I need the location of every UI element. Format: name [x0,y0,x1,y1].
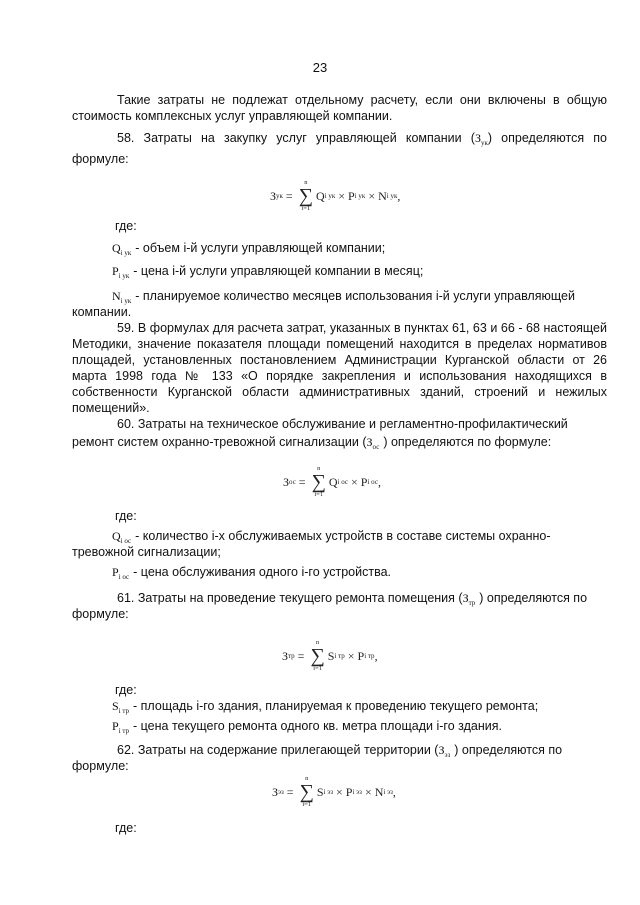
intro-paragraph: Такие затраты не подлежат отдельному расчету, если они включены в общую стоимость комплексных услуг управляющей компании. [72,93,607,123]
where-label-58: где: [115,219,137,233]
definition-q-os: $Q_{i ос}$ - количество i-х обслуживаемых устройств в составе системы охранно- [112,529,551,545]
sum-operator: n ∑ i=1 [311,465,326,498]
sum-operator: n ∑ i=1 [298,179,313,212]
symbol-z-uk: $З_{ук}$ [474,131,488,147]
where-label-62: где: [115,821,137,835]
item-62-line1: 62. Затраты на содержание прилегающей территории ($З_{эз}$ ) определяются по [117,743,563,759]
formula-62: З эз = n ∑ i=1 S i эз × P i эз × N i эз , [272,775,396,808]
definition-s-tr: $S_{i тр}$ - площадь i-го здания, планируемая к проведению текущего ремонта; [112,699,539,715]
item-62-line2: формуле: [72,759,129,773]
definition-p-uk: $P_{i ук}$ - цена i-й услуги управляющей компании в месяц; [112,264,424,280]
where-label-61: где: [115,683,137,697]
item-58-paragraph: 58. Затраты на закупку услуг управляющей компании $(З_{ук})$ определяются по формуле: [72,131,607,166]
where-label-60: где: [115,509,137,523]
page-number: 23 [312,60,328,75]
item-60-line1: 60. Затраты на техническое обслуживание и регламентно-профилактический [117,417,568,431]
item-61-line1: 61. Затраты на проведение текущего ремонта помещения ($З_{тр}$ ) определяются по [117,591,588,607]
item-60-line2: ремонт систем охранно-тревожной сигнализации ($З_{ос}$ ) определяются по формуле: [72,435,552,451]
definition-n-uk-tail: компании. [72,305,132,319]
item-59-paragraph: 59. В формулах для расчета затрат, указанных в пунктах 61, 63 и 66 - 68 настоящей Методики, значение показателя площади помещений находится в пределах нормативов площадей, установленных постановлением Администрации Курганской области от 26 марта 1998 года № 133 «О порядке закрепления и использования находящихся в собственности Курганской области административных зданий, строений и нежилых помещений». [72,321,607,415]
sum-operator: n ∑ i=1 [299,775,314,808]
definition-n-uk: $N_{i ук}$ - планируемое количество месяцев использования i-й услуги управляющей [112,289,575,305]
definition-p-os: $P_{i ос}$ - цена обслуживания одного i-го устройства. [112,565,391,581]
formula-58: З ук = n ∑ i=1 Q i ук × P i ук × N i ук , [270,179,401,212]
formula-61: З тр = n ∑ i=1 S i тр × P i тр , [282,639,378,672]
definition-q-uk: $Q_{i ук}$ - объем i-й услуги управляющей компании; [112,241,386,257]
definition-q-os-tail: тревожной сигнализации; [72,545,221,559]
formula-60: З ос = n ∑ i=1 Q i ос × P i ос , [283,465,381,498]
definition-p-tr: $P_{i тр}$ - цена текущего ремонта одного кв. метра площади i-го здания. [112,719,502,735]
item-61-line2: формуле: [72,607,129,621]
sum-operator: n ∑ i=1 [310,639,325,672]
